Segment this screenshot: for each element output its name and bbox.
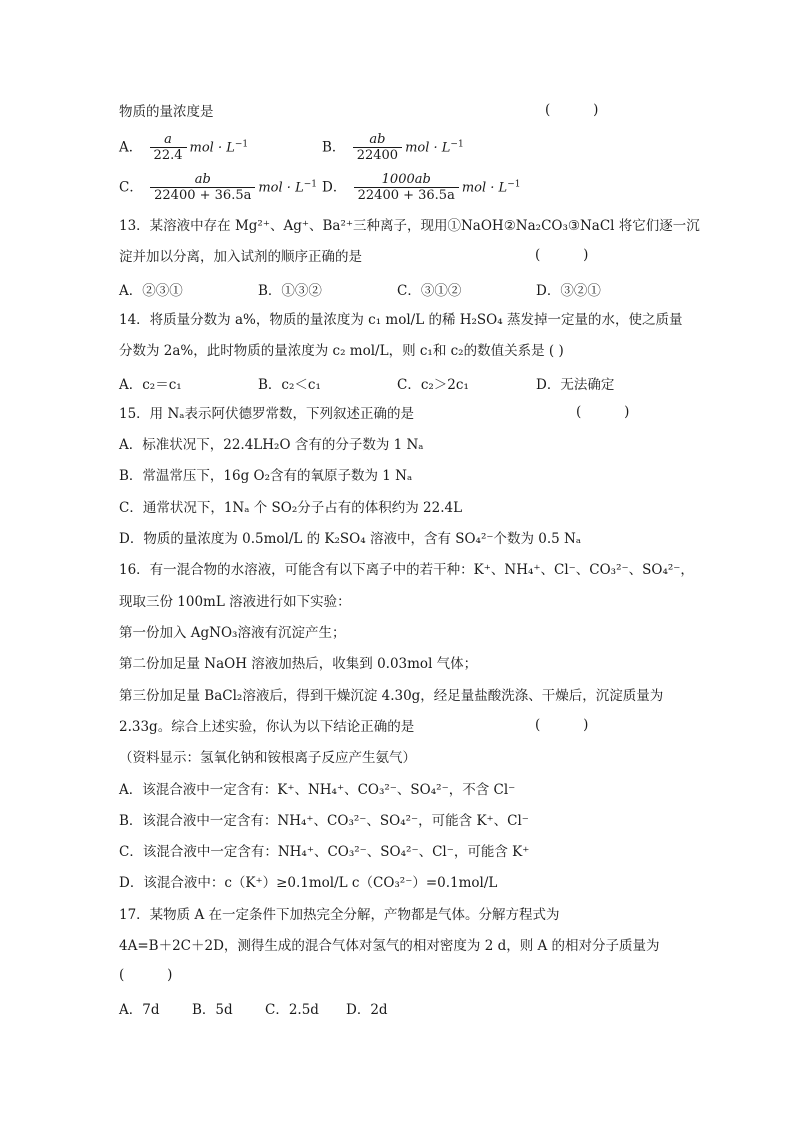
fraction	[150, 172, 255, 204]
unit: mol · L	[189, 140, 235, 156]
q17-option-c: C．2.5d	[265, 1002, 319, 1018]
q16-option-c: C．该混合液中一定含有：NH₄⁺、CO₃²⁻、SO₄²⁻、Cl⁻，可能含 K⁺	[119, 844, 530, 860]
fraction	[354, 172, 459, 204]
fraction	[150, 132, 187, 164]
option-letter: C．	[119, 179, 143, 196]
q15-answer-paren: ( )	[576, 404, 630, 420]
q16-line-1: 16．有一混合物的水溶液，可能含有以下离子中的若干种：K⁺、NH₄⁺、Cl⁻、CO₃²⁻、SO₄²⁻，	[119, 562, 694, 578]
denominator: 22400 + 36.5a	[150, 187, 255, 204]
unit: mol · L	[461, 180, 508, 196]
fraction	[353, 132, 402, 164]
q14-option-d: D．无法确定	[536, 377, 615, 393]
q16-answer-paren: ( )	[535, 717, 589, 733]
denominator: 22400	[353, 147, 402, 164]
denominator: 22400 + 36.5a	[354, 187, 459, 204]
q12-stem: 物质的量浓度是	[119, 104, 214, 120]
q15-option-b: B．常温常压下，16g O₂含有的氧原子数为 1 Nₐ	[119, 468, 413, 484]
q13-line-2: 淀并加以分离，加入试剂的顺序正确的是	[119, 249, 362, 265]
q12-answer-paren: ( )	[545, 102, 599, 118]
q12-option-c	[119, 172, 317, 204]
q14-option-b: B．c₂＜c₁	[258, 377, 321, 393]
q14-line-2: 分数为 2a%，此时物质的量浓度为 c₂ mol/L，则 c₁和 c₂的数值关系是 ( )	[119, 343, 564, 359]
q16-line-6: 2.33g。综合上述实验，你认为以下结论正确的是	[119, 719, 415, 735]
q13-option-b: B．①③②	[258, 283, 322, 299]
q17-line-2: 4A=B＋2C＋2D，测得生成的混合气体对氢气的相对密度为 2 d，则 A 的相对分子质量为	[119, 938, 660, 954]
q15-option-c: C．通常状况下，1Nₐ 个 SO₂分子占有的体积约为 22.4L	[119, 500, 463, 516]
q15-option-a: A．标准状况下，22.4LH₂O 含有的分子数为 1 Nₐ	[119, 437, 424, 453]
option-letter: D．	[322, 179, 347, 196]
q13-option-a: A．②③①	[119, 283, 183, 299]
numerator: a	[164, 132, 172, 147]
q15-stem: 15．用 Nₐ表示阿伏德罗常数，下列叙述正确的是	[119, 406, 414, 422]
q12-option-a	[119, 132, 248, 164]
q16-option-d: D．该混合液中：c（K⁺）≥0.1mol/L c（CO₃²⁻）=0.1mol/L	[119, 875, 498, 891]
denominator: 22.4	[150, 147, 187, 164]
q15-option-d: D．物质的量浓度为 0.5mol/L 的 K₂SO₄ 溶液中，含有 SO₄²⁻个数为 0.5 Nₐ	[119, 531, 582, 547]
q16-option-a: A．该混合液中一定含有：K⁺、NH₄⁺、CO₃²⁻、SO₄²⁻，不含 Cl⁻	[119, 782, 516, 798]
q16-note: （资料显示：氢氧化钠和铵根离子反应产生氨气）	[119, 750, 416, 766]
q16-line-3: 第一份加入 AgNO₃溶液有沉淀产生；	[119, 625, 346, 641]
q13-option-c: C．③①②	[397, 283, 462, 299]
numerator: ab	[369, 132, 386, 147]
option-letter: A．	[119, 139, 143, 156]
exponent: −1	[507, 179, 521, 190]
exponent: −1	[303, 179, 317, 190]
q12-option-d	[322, 172, 520, 204]
option-letter: B．	[322, 139, 346, 156]
q14-option-a: A．c₂＝c₁	[119, 377, 182, 393]
q13-line-1: 13．某溶液中存在 Mg²⁺、Ag⁺、Ba²⁺三种离子，现用①NaOH②Na₂CO₃③NaCl 将它们逐一沉	[119, 218, 700, 234]
q16-line-2: 现取三份 100mL 溶液进行如下实验：	[119, 594, 351, 610]
q17-line-1: 17．某物质 A 在一定条件下加热完全分解，产物都是气体。分解方程式为	[119, 907, 560, 923]
q13-option-d: D．③②①	[536, 283, 601, 299]
q17-option-a: A．7d	[119, 1002, 160, 1018]
exponent: −1	[450, 139, 464, 150]
unit: mol · L	[258, 180, 304, 196]
q17-option-d: D．2d	[346, 1002, 388, 1018]
exponent: −1	[234, 139, 249, 150]
q17-answer-paren: ( )	[119, 967, 173, 983]
numerator: ab	[194, 172, 211, 187]
q12-option-b	[322, 132, 464, 164]
q16-option-b: B．该混合液中一定含有：NH₄⁺、CO₃²⁻、SO₄²⁻，可能含 K⁺、Cl⁻	[119, 813, 529, 829]
q16-line-4: 第二份加足量 NaOH 溶液加热后，收集到 0.03mol 气体；	[119, 656, 478, 672]
q14-line-1: 14．将质量分数为 a%，物质的量浓度为 c₁ mol/L 的稀 H₂SO₄ 蒸发掉一定量的水，使之质量	[119, 312, 683, 328]
q17-option-b: B．5d	[192, 1002, 233, 1018]
q16-line-5: 第三份加足量 BaCl₂溶液后，得到干燥沉淀 4.30g，经足量盐酸洗涤、干燥后，沉淀质量为	[119, 688, 664, 704]
unit: mol · L	[405, 140, 451, 156]
q14-option-c: C．c₂＞2c₁	[397, 377, 469, 393]
numerator: 1000ab	[381, 172, 431, 187]
q13-answer-paren: ( )	[535, 247, 589, 263]
